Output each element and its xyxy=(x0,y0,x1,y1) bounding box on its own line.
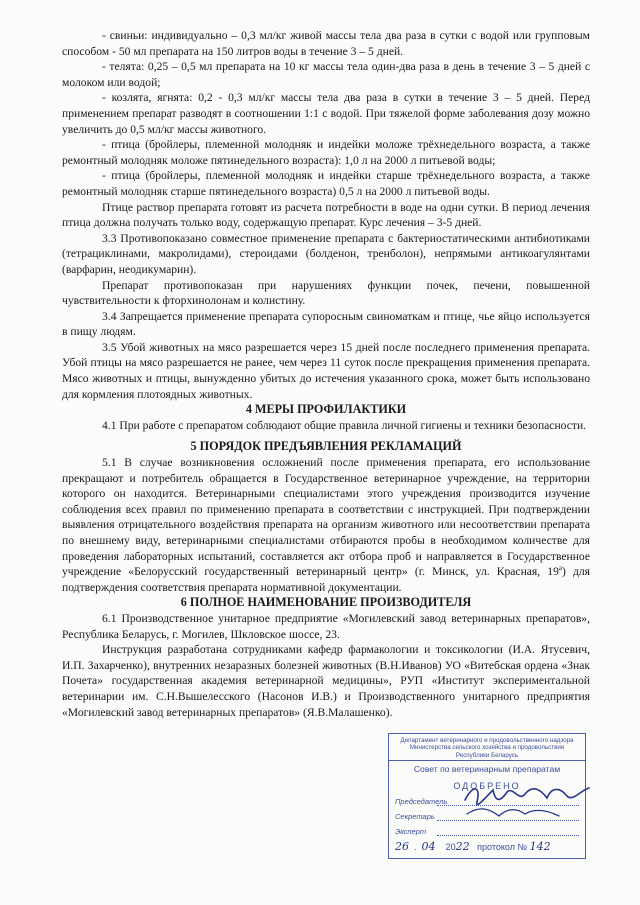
section-6-heading: 6 ПОЛНОЕ НАИМЕНОВАНИЕ ПРОИЗВОДИТЕЛЯ xyxy=(180,595,472,610)
paragraph-3-4: 3.4 Запрещается применение препарата супоросным свиноматкам и птице, чье яйцо используется в пищу людям. xyxy=(62,309,590,339)
stamp-date-day: 26 xyxy=(395,840,409,854)
stamp-chair-label: Председатель xyxy=(395,797,448,807)
stamp-expert-label: Эксперт xyxy=(395,827,427,837)
paragraph-developers: Инструкция разработана сотрудниками кафедр фармакологии и токсикологии (И.А. Ятусевич, И.П. Захарченко), внутренних незаразных болезней животных (В.Н.Иванов) УО «Витебская ордена «Знак Почета» государственная академия ветеринарной медицины», РУП «Институт экспериментальной ветеринарии им. С.Н.Вышелесского (Насонов И.В.) и Производственного унитарного предприятия «Могилевский завод ветеринарных препаратов» (Я.В.Малашенко). xyxy=(62,643,590,719)
paragraph-5-1-main: 5.1 В случае возникновения осложнений после применения препарата, его использование прекращают и потребитель обращается в Государственное ветеринарное учреждение, на территории которого он находится. Ветеринарными специалистами этого учреждения производится изучение соблюдения всех правил по применению препарата в соответствии с инструкцией. При подтверждении выявления отрицательного воздействия препарата на организм животного или несоответствии препарата по внешнему виду, ветеринарными специалистами отбираются пробы в необходимом количестве для проведения лабораторных испытаний, составляется акт отбора проб и направляется в Государственное учреждение «Белорусский государственный ветеринарный центр» (г. Минск, ул. Красная, 19 xyxy=(62,456,590,579)
paragraph-goats-lambs: - козлята, ягнята: 0,2 - 0,3 мл/кг массы тела два раза в сутки в течение 3 – 5 дней. Перед применением препарат разводят в соотношении 1:1 с водой. При тяжелой форме заболевания дозу можно увеличить до 0,5 мл/кг массы животного. xyxy=(62,91,590,136)
stamp-approved: ОДОБРЕНО xyxy=(453,780,521,791)
paragraph-poultry-young: - птица (бройлеры, племенной молодняк и индейки моложе трёхнедельного возраста, а также ремонтный молодняк моложе пятинедельного возраста): 1,0 л на 2000 л питьевой воды; xyxy=(62,138,590,167)
paragraph-contraindications: Препарат противопоказан при нарушениях функции почек, печени, повышенной чувствительности к фторхинолонам и колистину. xyxy=(62,278,590,308)
stamp-protocol-number: 142 xyxy=(529,840,551,854)
paragraph-pigs: - свиньи: индивидуально – 0,3 мл/кг живой массы тела два раза в сутки с водой или групповым способом - 50 мл препарата на 150 литров воды в течение 3 – 5 дней. xyxy=(62,29,590,58)
paragraph-6-1: 6.1 Производственное унитарное предприятие «Могилевский завод ветеринарных препаратов», Республика Беларусь, г. Могилев, Шкловское шоссе, 23. xyxy=(62,611,590,641)
paragraph-calves: - телята: 0,25 – 0,5 мл препарата на 10 кг массы тела один-два раза в день в течение 3 – 5 дней с молоком или водой; xyxy=(62,60,590,89)
paragraph-poultry-older: - птица (бройлеры, племенной молодняк и индейки старше трёхнедельного возраста, а также ремонтный молодняк старше пятинедельного возраста) 0,5 л на 2000 л питьевой воды. xyxy=(62,169,590,198)
paragraph-5-1-end: ) для подтверждения соответствия препарата нормативной документации. xyxy=(62,565,590,594)
stamp-date-month: 04 xyxy=(421,840,436,854)
handwritten-signatures xyxy=(455,778,605,838)
stamp-date-row: 26 . 04 2022 протокол № 142 xyxy=(395,840,551,854)
stamp-secretary-label: Секретарь xyxy=(395,812,435,822)
section-5-heading: 5 ПОРЯДОК ПРЕДЪЯВЛЕНИЯ РЕКЛАМАЦИЙ xyxy=(190,439,462,454)
paragraph-poultry-solution: Птице раствор препарата готовят из расчета потребности в воде на одни сутки. В период лечения птица должна получать только воду, содержащую препарат. Курс лечения – 3-5 дней. xyxy=(62,200,590,230)
paragraph-4-1: 4.1 При работе с препаратом соблюдают общие правила личной гигиены и техники безопасности. xyxy=(102,418,587,432)
stamp-council: Совет по ветеринарным препаратам xyxy=(389,760,585,778)
stamp-protocol-label: протокол № xyxy=(477,842,528,853)
paragraph-3-5: 3.5 Убой животных на мясо разрешается через 15 дней после последнего применения препарата. Убой птицы на мясо разрешается не ранее, чем через 11 суток после прекращения применения препарата. Мясо животных и птицы, вынужденно убитых до истечения указанного срока, может быть использовано для кормления плотоядных животных. xyxy=(62,340,590,401)
stamp-date-year-suffix: 22 xyxy=(455,840,470,854)
stamp-department: Департамент ветеринарного и продовольственного надзора Министерства сельского хозяйства и продовольствия Республики Беларусь xyxy=(400,737,574,759)
paragraph-3-3: 3.3 Противопоказано совместное применение препарата с бактериостатическими антибиотиками (тетрациклинами, макролидами), стероидами (болденон, тренболон), непрямыми антикоагулянтами (варфарин, неодикумарин). xyxy=(62,231,590,276)
address-superscript: а xyxy=(558,564,562,573)
paragraph-5-1 xyxy=(62,455,590,595)
section-4-heading: 4 МЕРЫ ПРОФИЛАКТИКИ xyxy=(245,402,407,417)
stamp-date-year-prefix: 20 xyxy=(445,842,456,853)
